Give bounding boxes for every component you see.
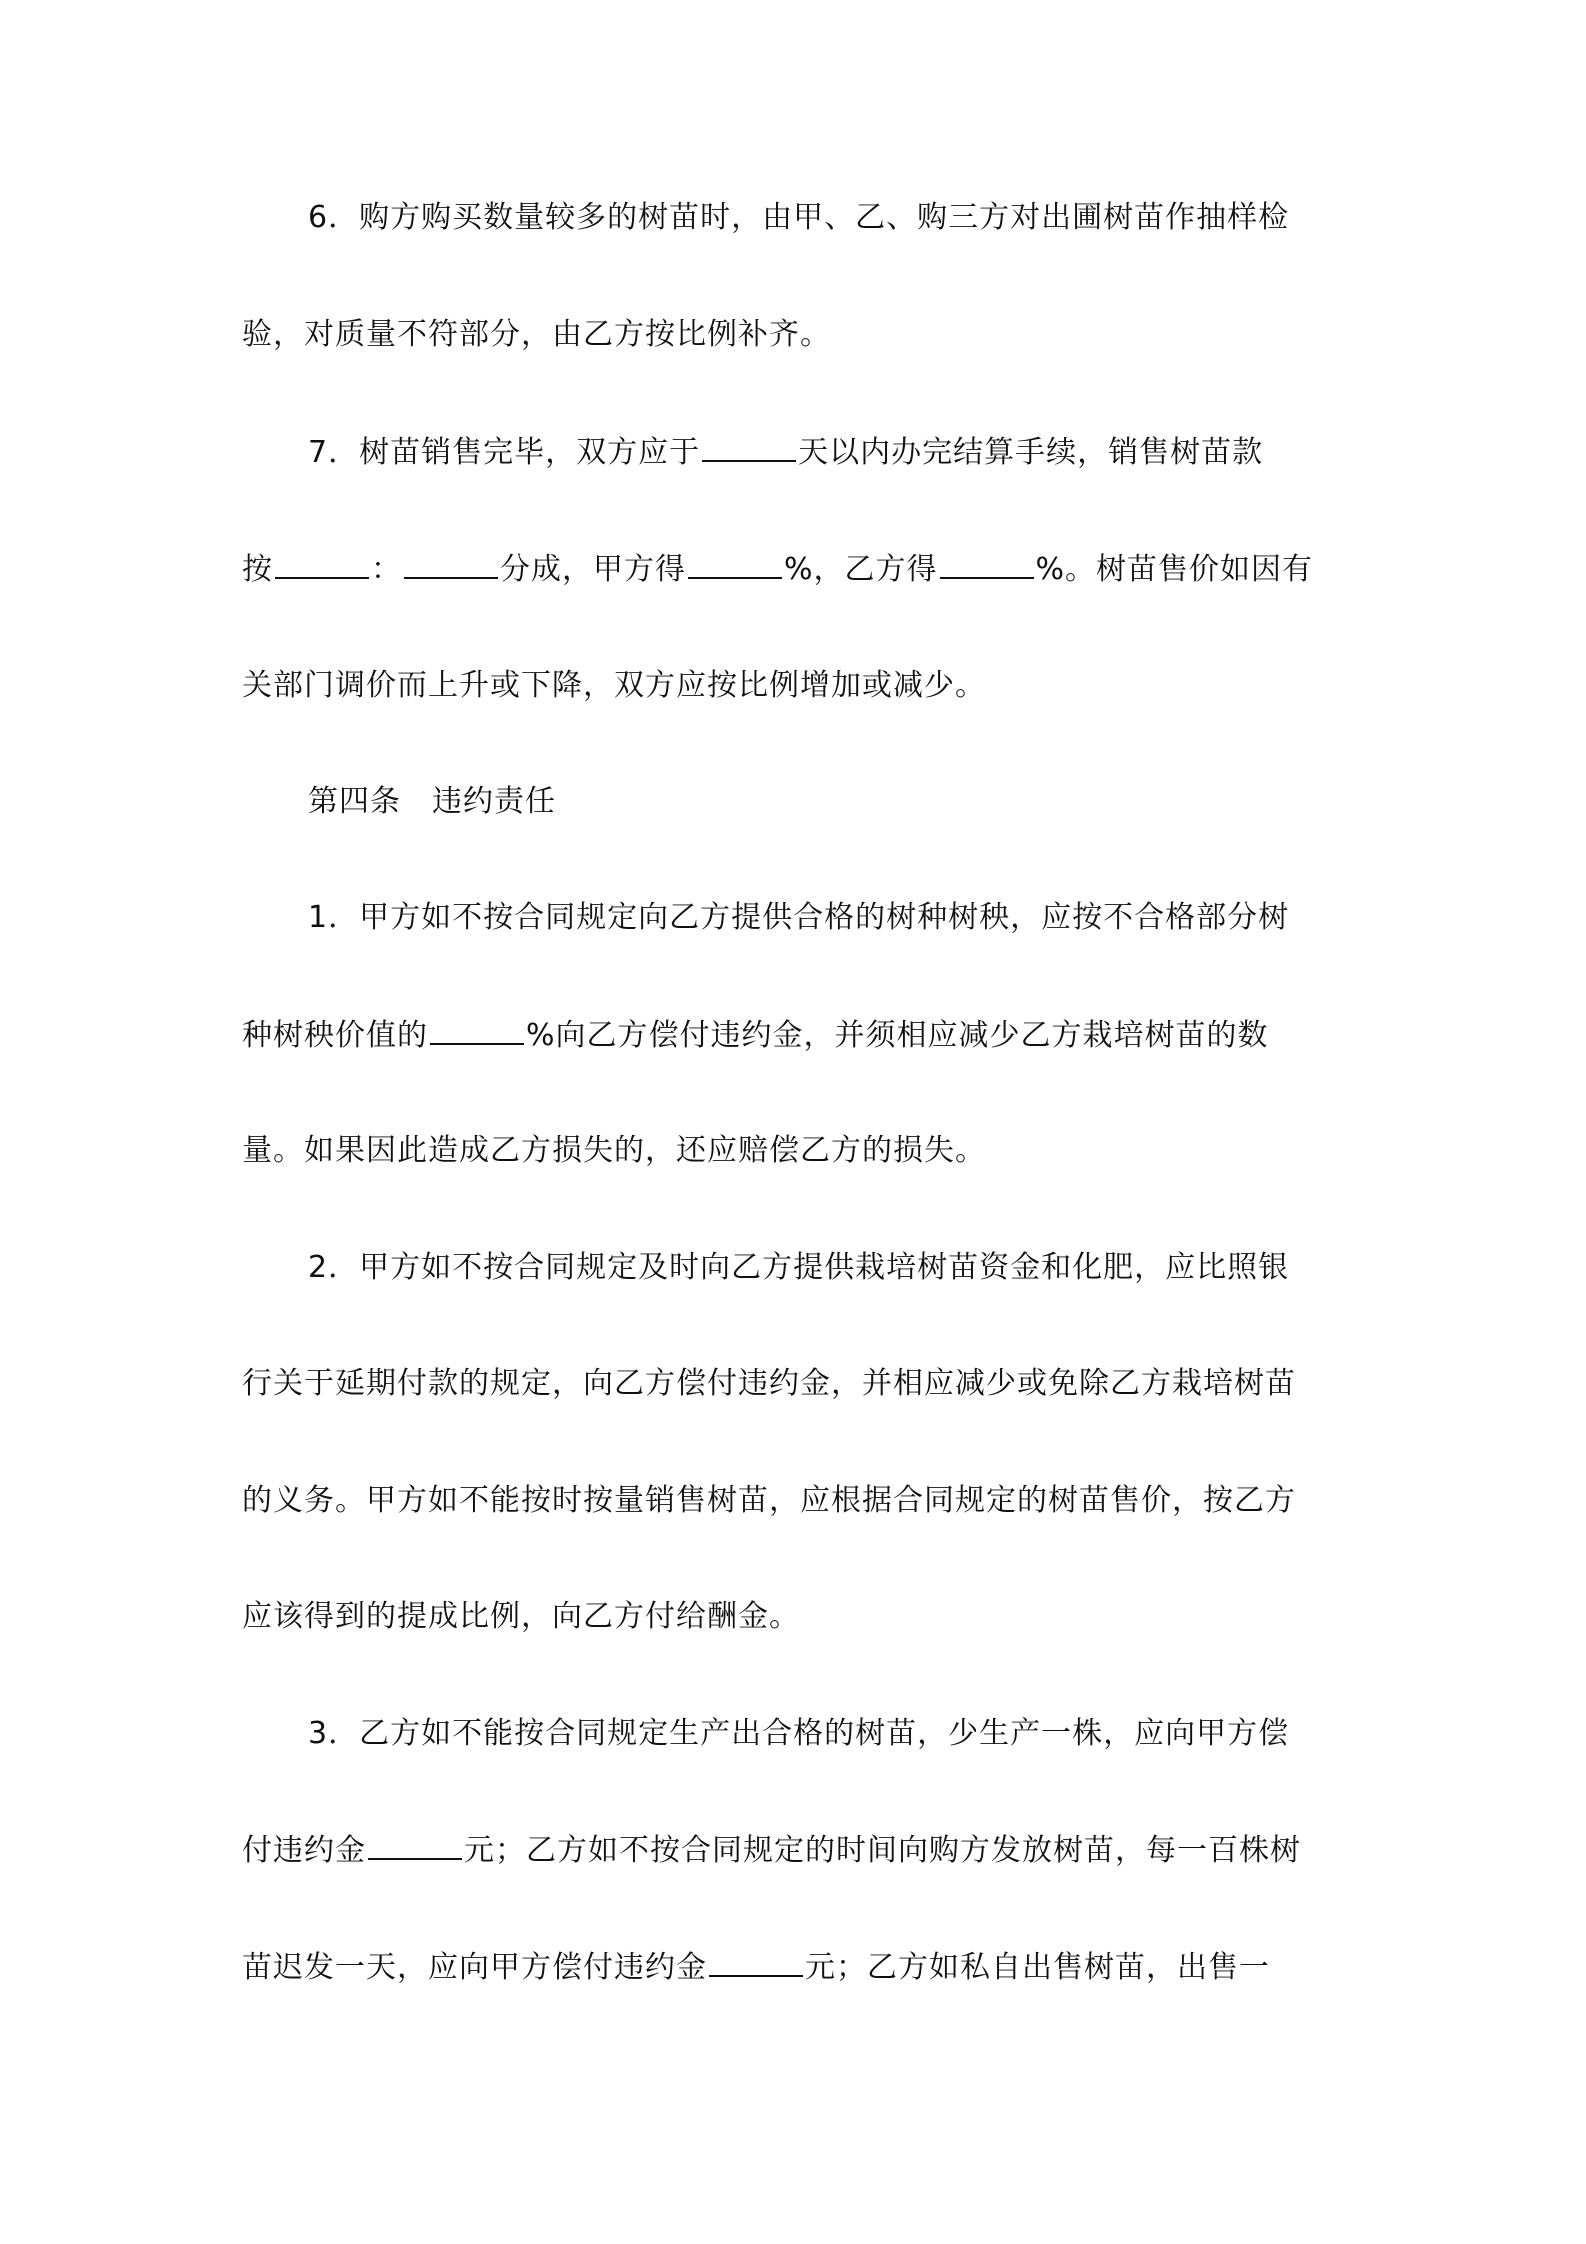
paragraph-line (308, 1714, 1289, 1754)
text-segment: %，乙方得 (784, 552, 938, 587)
section-heading (308, 782, 556, 822)
text-segment: 种树秧价值的 (242, 1018, 428, 1053)
text-segment: 元；乙方如私自出售树苗，出售一 (805, 1950, 1270, 1985)
fill-blank (702, 432, 796, 462)
text-segment: 7．树苗销售完毕，双方应于 (308, 435, 701, 470)
text-segment: 行关于延期付款的规定，向乙方偿付违约金，并相应减少或免除乙方栽培树苗 (242, 1366, 1296, 1401)
fill-blank (404, 549, 498, 579)
text-segment: %向乙方偿付违约金，并须相应减少乙方栽培树苗的数 (526, 1018, 1269, 1053)
text-segment: 1．甲方如不按合同规定向乙方提供合格的树种树秧，应按不合格部分树 (308, 900, 1290, 935)
text-segment: 付违约金 (242, 1833, 366, 1868)
paragraph-line (242, 1597, 800, 1637)
text-segment: 应该得到的提成比例，向乙方付给酬金。 (242, 1599, 800, 1634)
fill-blank (940, 549, 1034, 579)
text-segment: 第四条 违约责任 (308, 784, 556, 819)
text-segment: 天以内办完结算手续，销售树苗款 (798, 435, 1264, 470)
text-segment: 2．甲方如不按合同规定及时向乙方提供栽培树苗资金和化肥，应比照银 (308, 1250, 1290, 1285)
paragraph-line (242, 666, 986, 706)
text-segment: 苗迟发一天，应向甲方偿付违约金 (242, 1950, 707, 1985)
paragraph-line (242, 1481, 1296, 1521)
text-segment: %。树苗售价如因有 (1035, 552, 1314, 587)
paragraph-line (308, 898, 1289, 938)
paragraph-line (242, 315, 831, 355)
text-segment: 关部门调价而上升或下降，双方应按比例增加或减少。 (242, 668, 986, 703)
paragraph-line (242, 1364, 1296, 1404)
text-segment: 的义务。甲方如不能按时按量销售树苗，应根据合同规定的树苗售价，按乙方 (242, 1483, 1296, 1518)
text-segment: 元；乙方如不按合同规定的时间向购方发放树苗，每一百株树 (464, 1833, 1301, 1868)
fill-blank (430, 1015, 524, 1045)
fill-blank (275, 549, 369, 579)
paragraph-line (242, 1947, 1270, 1988)
text-segment: ： (371, 552, 402, 587)
paragraph-line (242, 549, 1313, 590)
text-segment: 3．乙方如不能按合同规定生产出合格的树苗，少生产一株，应向甲方偿 (308, 1716, 1290, 1751)
paragraph-line (308, 1248, 1289, 1288)
paragraph-line (308, 432, 1263, 473)
paragraph-line (242, 1830, 1301, 1871)
paragraph-line (242, 1131, 986, 1171)
fill-blank (368, 1830, 462, 1860)
text-segment: 分成，甲方得 (500, 552, 686, 587)
text-segment: 量。如果因此造成乙方损失的，还应赔偿乙方的损失。 (242, 1133, 986, 1168)
paragraph-line (242, 1015, 1269, 1056)
text-segment: 6．购方购买数量较多的树苗时，由甲、乙、购三方对出圃树苗作抽样检 (308, 200, 1290, 235)
paragraph-line (308, 198, 1289, 238)
fill-blank (688, 549, 782, 579)
text-segment: 验，对质量不符部分，由乙方按比例补齐。 (242, 317, 831, 352)
fill-blank (709, 1947, 803, 1977)
text-segment: 按 (242, 552, 273, 587)
